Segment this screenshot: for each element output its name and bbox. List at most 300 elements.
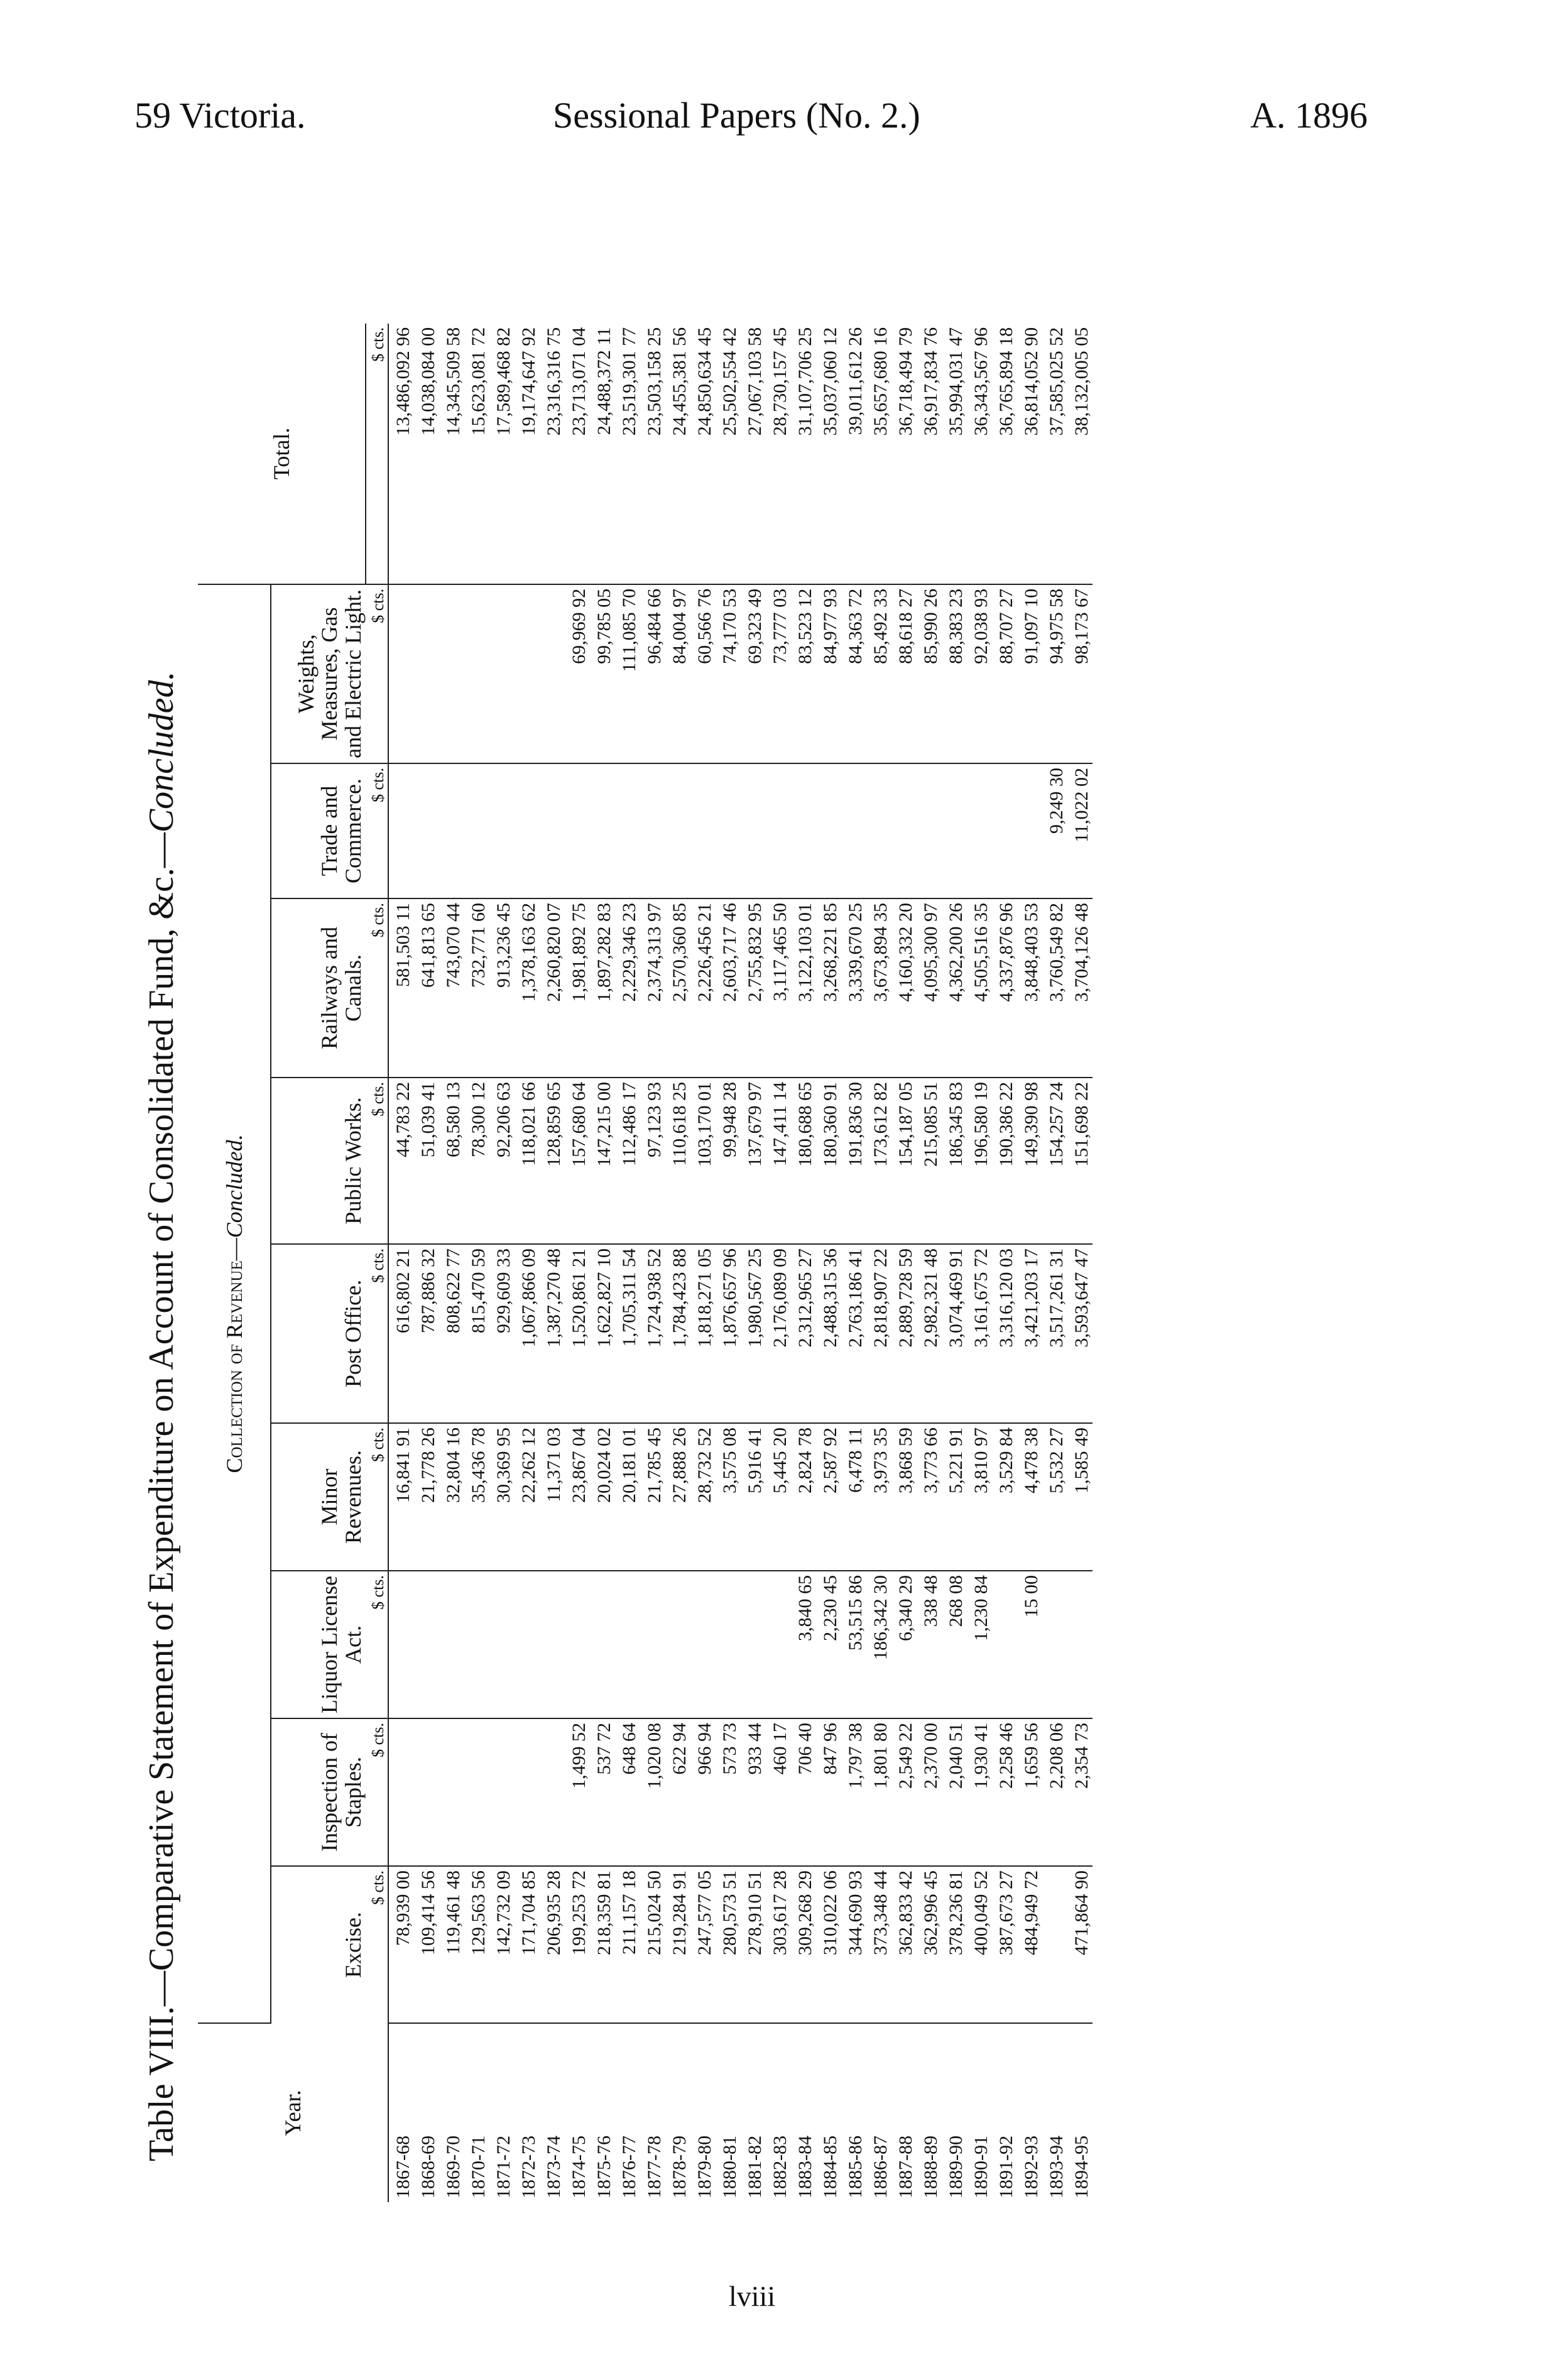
cell-excise: 129,563 56 <box>464 1866 489 2023</box>
cell-weights: 69,969 92 <box>565 584 590 763</box>
cell-total: 27,067,103 58 <box>741 324 766 584</box>
cell-post: 3,161,675 72 <box>967 1244 992 1423</box>
cell-post: 2,982,321 48 <box>917 1244 942 1423</box>
table-row <box>665 324 690 2202</box>
col-liquor: Liquor License Act. <box>271 1571 366 1718</box>
cell-minor: 3,810 97 <box>967 1423 992 1571</box>
cell-minor: 27,888 26 <box>665 1423 690 1571</box>
rotated-table-region <box>129 327 1385 2221</box>
cell-trade: 11,022 02 <box>1067 763 1093 898</box>
cell-railways: 2,755,832 95 <box>741 898 766 1078</box>
unit-label: $ cts. <box>366 1244 388 1423</box>
cell-liquor <box>464 1571 489 1718</box>
cell-trade <box>665 763 690 898</box>
cell-weights <box>414 584 439 763</box>
cell-railways: 3,673,894 35 <box>866 898 891 1078</box>
table-row <box>690 324 716 2202</box>
cell-total: 35,037,060 12 <box>816 324 841 584</box>
table-row <box>489 324 515 2202</box>
cell-post: 1,818,271 05 <box>690 1244 716 1423</box>
expenditure-table <box>198 324 1093 2202</box>
cell-railways: 1,897,282 83 <box>590 898 615 1078</box>
cell-total: 15,623,081 72 <box>464 324 489 584</box>
cell-year: 1875-76 <box>594 2136 614 2198</box>
cell-inspection <box>464 1718 489 1866</box>
cell-public: 173,612 82 <box>866 1078 891 1244</box>
cell-public: 112,486 17 <box>615 1078 640 1244</box>
cell-excise: 199,253 72 <box>565 1866 590 2023</box>
cell-railways: 4,505,516 35 <box>967 898 992 1078</box>
cell-excise <box>1042 1866 1067 2023</box>
unit-label: $ cts. <box>366 898 388 1078</box>
table-row <box>1017 324 1042 2202</box>
col-public: Public Works. <box>271 1078 366 1244</box>
cell-inspection: 2,370 00 <box>917 1718 942 1866</box>
unit-label: $ cts. <box>366 1866 388 2023</box>
cell-railways: 2,229,346 23 <box>615 898 640 1078</box>
cell-excise: 378,236 81 <box>942 1866 967 2023</box>
cell-excise: 484,949 72 <box>1017 1866 1042 2023</box>
cell-public: 137,679 97 <box>741 1078 766 1244</box>
cell-minor: 5,916 41 <box>741 1423 766 1571</box>
cell-year: 1872-73 <box>518 2136 539 2198</box>
cell-post: 815,470 59 <box>464 1244 489 1423</box>
cell-total: 24,455,381 56 <box>665 324 690 584</box>
cell-year: 1879-80 <box>694 2136 715 2198</box>
table-row <box>891 324 917 2202</box>
col-excise: Excise. <box>341 1912 366 1978</box>
cell-weights: 111,085 70 <box>615 584 640 763</box>
cell-railways: 743,070 44 <box>439 898 464 1078</box>
cell-trade <box>464 763 489 898</box>
col-trade: Trade and Commerce. <box>271 763 366 898</box>
cell-year: 1883-84 <box>795 2136 815 2198</box>
cell-weights: 73,777 03 <box>766 584 791 763</box>
cell-total: 37,585,025 52 <box>1042 324 1067 584</box>
cell-railways: 3,760,549 82 <box>1042 898 1067 1078</box>
cell-inspection: 1,797 38 <box>841 1718 866 1866</box>
cell-railways: 3,339,670 25 <box>841 898 866 1078</box>
cell-liquor: 338 48 <box>917 1571 942 1718</box>
cell-weights <box>388 584 414 763</box>
cell-trade <box>565 763 590 898</box>
cell-post: 1,876,657 96 <box>716 1244 741 1423</box>
cell-year: 1890-91 <box>971 2136 991 2198</box>
cell-excise: 400,049 52 <box>967 1866 992 2023</box>
col-post: Post Office. <box>271 1244 366 1423</box>
cell-liquor <box>992 1571 1017 1718</box>
cell-year: 1880-81 <box>719 2136 740 2198</box>
cell-public: 44,783 22 <box>388 1078 414 1244</box>
cell-total: 19,174,647 92 <box>515 324 540 584</box>
cell-railways: 3,704,126 48 <box>1067 898 1093 1078</box>
cell-liquor: 3,840 65 <box>791 1571 816 1718</box>
cell-total: 36,718,494 79 <box>891 324 917 584</box>
cell-total: 23,713,071 04 <box>565 324 590 584</box>
cell-post: 3,517,261 31 <box>1042 1244 1067 1423</box>
cell-post: 2,312,965 27 <box>791 1244 816 1423</box>
unit-label: $ cts. <box>366 1718 388 1866</box>
cell-total: 24,488,372 11 <box>590 324 615 584</box>
cell-liquor <box>1067 1571 1093 1718</box>
cell-minor: 2,824 78 <box>791 1423 816 1571</box>
cell-public: 68,580 13 <box>439 1078 464 1244</box>
cell-year: 1889-90 <box>946 2136 966 2198</box>
cell-minor: 3,529 84 <box>992 1423 1017 1571</box>
cell-railways: 4,362,200 26 <box>942 898 967 1078</box>
cell-weights: 74,170 53 <box>716 584 741 763</box>
cell-year: 1871-72 <box>493 2136 514 2198</box>
cell-railways: 4,160,332 20 <box>891 898 917 1078</box>
cell-public: 149,390 98 <box>1017 1078 1042 1244</box>
cell-minor: 5,532 27 <box>1042 1423 1067 1571</box>
cell-post: 2,763,186 41 <box>841 1244 866 1423</box>
cell-total: 13,486,092 96 <box>388 324 414 584</box>
cell-total: 23,519,301 77 <box>615 324 640 584</box>
cell-railways: 4,095,300 97 <box>917 898 942 1078</box>
cell-public: 157,680 64 <box>565 1078 590 1244</box>
cell-weights: 98,173 67 <box>1067 584 1093 763</box>
cell-trade <box>766 763 791 898</box>
cell-weights <box>489 584 515 763</box>
cell-weights <box>515 584 540 763</box>
cell-minor: 22,262 12 <box>515 1423 540 1571</box>
col-year: Year. <box>198 2023 388 2202</box>
cell-railways: 2,603,717 46 <box>716 898 741 1078</box>
cell-public: 99,948 28 <box>716 1078 741 1244</box>
cell-public: 110,618 25 <box>665 1078 690 1244</box>
cell-trade <box>992 763 1017 898</box>
cell-trade <box>841 763 866 898</box>
cell-inspection: 1,020 08 <box>640 1718 665 1866</box>
cell-minor: 3,575 08 <box>716 1423 741 1571</box>
cell-year: 1893-94 <box>1046 2136 1067 2198</box>
cell-minor: 4,478 38 <box>1017 1423 1042 1571</box>
table-row <box>515 324 540 2202</box>
cell-inspection <box>388 1718 414 1866</box>
cell-minor: 3,973 35 <box>866 1423 891 1571</box>
cell-trade: 9,249 30 <box>1042 763 1067 898</box>
table-row <box>992 324 1017 2202</box>
cell-inspection <box>414 1718 439 1866</box>
cell-public: 186,345 83 <box>942 1078 967 1244</box>
table-row <box>414 324 439 2202</box>
cell-minor: 6,478 11 <box>841 1423 866 1571</box>
cell-weights: 99,785 05 <box>590 584 615 763</box>
cell-total: 36,765,894 18 <box>992 324 1017 584</box>
cell-public: 128,859 65 <box>540 1078 565 1244</box>
cell-weights: 96,484 66 <box>640 584 665 763</box>
cell-inspection: 573 73 <box>716 1718 741 1866</box>
col-total: Total. <box>198 324 366 584</box>
cell-inspection: 933 44 <box>741 1718 766 1866</box>
cell-public: 180,688 65 <box>791 1078 816 1244</box>
cell-public: 196,580 19 <box>967 1078 992 1244</box>
cell-minor: 35,436 78 <box>464 1423 489 1571</box>
cell-post: 1,980,567 25 <box>741 1244 766 1423</box>
cell-weights: 94,975 58 <box>1042 584 1067 763</box>
cell-total: 23,316,316 75 <box>540 324 565 584</box>
cell-minor: 21,778 26 <box>414 1423 439 1571</box>
cell-inspection <box>540 1718 565 1866</box>
cell-year: 1878-79 <box>669 2136 690 2198</box>
cell-excise: 310,022 06 <box>816 1866 841 2023</box>
cell-trade <box>414 763 439 898</box>
cell-total: 24,850,634 45 <box>690 324 716 584</box>
cell-railways: 732,771 60 <box>464 898 489 1078</box>
cell-public: 118,021 66 <box>515 1078 540 1244</box>
cell-post: 2,488,315 36 <box>816 1244 841 1423</box>
cell-post: 808,622 77 <box>439 1244 464 1423</box>
cell-railways: 2,570,360 85 <box>665 898 690 1078</box>
cell-year: 1888-89 <box>920 2136 941 2198</box>
cell-total: 36,343,567 96 <box>967 324 992 584</box>
cell-weights: 69,323 49 <box>741 584 766 763</box>
table-row <box>917 324 942 2202</box>
cell-minor: 21,785 45 <box>640 1423 665 1571</box>
cell-weights: 84,363 72 <box>841 584 866 763</box>
cell-railways: 4,337,876 96 <box>992 898 1017 1078</box>
cell-total: 35,657,680 16 <box>866 324 891 584</box>
cell-minor: 20,024 02 <box>590 1423 615 1571</box>
cell-post: 1,724,938 52 <box>640 1244 665 1423</box>
cell-excise: 211,157 18 <box>615 1866 640 2023</box>
group-header: Collection of Revenue—Concluded. <box>198 584 271 2023</box>
cell-post: 3,074,469 91 <box>942 1244 967 1423</box>
cell-public: 92,206 63 <box>489 1078 515 1244</box>
cell-weights <box>540 584 565 763</box>
table-row <box>841 324 866 2202</box>
cell-inspection: 1,930 41 <box>967 1718 992 1866</box>
cell-post: 3,421,203 17 <box>1017 1244 1042 1423</box>
cell-liquor <box>540 1571 565 1718</box>
table-row <box>590 324 615 2202</box>
cell-trade <box>942 763 967 898</box>
cell-post: 1,784,423 88 <box>665 1244 690 1423</box>
cell-year: 1894-95 <box>1071 2136 1092 2198</box>
cell-excise: 278,910 51 <box>741 1866 766 2023</box>
cell-post: 3,316,120 03 <box>992 1244 1017 1423</box>
cell-minor: 2,587 92 <box>816 1423 841 1571</box>
cell-railways: 2,226,456 21 <box>690 898 716 1078</box>
cell-excise: 119,461 48 <box>439 1866 464 2023</box>
cell-trade <box>489 763 515 898</box>
cell-weights <box>464 584 489 763</box>
cell-post: 929,609 33 <box>489 1244 515 1423</box>
table-row <box>766 324 791 2202</box>
cell-excise: 109,414 56 <box>414 1866 439 2023</box>
header-center: Sessional Papers (No. 2.) <box>553 95 920 136</box>
cell-liquor <box>414 1571 439 1718</box>
cell-inspection: 2,040 51 <box>942 1718 967 1866</box>
table-row <box>615 324 640 2202</box>
cell-public: 78,300 12 <box>464 1078 489 1244</box>
cell-public: 151,698 22 <box>1067 1078 1093 1244</box>
cell-post: 2,889,728 59 <box>891 1244 917 1423</box>
cell-trade <box>1017 763 1042 898</box>
cell-minor: 28,732 52 <box>690 1423 716 1571</box>
cell-public: 154,257 24 <box>1042 1078 1067 1244</box>
unit-label: $ cts. <box>366 324 388 584</box>
cell-post: 2,818,907 22 <box>866 1244 891 1423</box>
cell-minor: 16,841 91 <box>388 1423 414 1571</box>
cell-trade <box>866 763 891 898</box>
cell-year: 1881-82 <box>744 2136 765 2198</box>
cell-inspection: 460 17 <box>766 1718 791 1866</box>
cell-trade <box>439 763 464 898</box>
cell-excise: 215,024 50 <box>640 1866 665 2023</box>
cell-weights: 85,492 33 <box>866 584 891 763</box>
cell-excise: 171,704 85 <box>515 1866 540 2023</box>
cell-total: 17,589,468 82 <box>489 324 515 584</box>
table-row <box>942 324 967 2202</box>
cell-liquor <box>615 1571 640 1718</box>
col-weights: Weights, Measures, Gas and Electric Light. <box>271 584 366 763</box>
cell-public: 190,386 22 <box>992 1078 1017 1244</box>
cell-excise: 303,617 28 <box>766 1866 791 2023</box>
cell-year: 1887-88 <box>895 2136 916 2198</box>
cell-minor: 5,221 91 <box>942 1423 967 1571</box>
cell-weights: 84,977 93 <box>816 584 841 763</box>
cell-public: 51,039 41 <box>414 1078 439 1244</box>
cell-railways: 3,122,103 01 <box>791 898 816 1078</box>
table-row <box>741 324 766 2202</box>
cell-trade <box>640 763 665 898</box>
cell-year: 1885-86 <box>845 2136 866 2198</box>
cell-weights: 85,990 26 <box>917 584 942 763</box>
cell-liquor <box>690 1571 716 1718</box>
cell-inspection: 537 72 <box>590 1718 615 1866</box>
cell-inspection: 966 94 <box>690 1718 716 1866</box>
cell-liquor <box>716 1571 741 1718</box>
cell-total: 36,814,052 90 <box>1017 324 1042 584</box>
col-railways: Railways and Canals. <box>271 898 366 1078</box>
table-row <box>464 324 489 2202</box>
cell-public: 191,836 30 <box>841 1078 866 1244</box>
cell-liquor <box>1042 1571 1067 1718</box>
cell-weights: 60,566 76 <box>690 584 716 763</box>
cell-public: 103,170 01 <box>690 1078 716 1244</box>
cell-minor: 30,369 95 <box>489 1423 515 1571</box>
cell-inspection: 1,659 56 <box>1017 1718 1042 1866</box>
table-title: Table VIII.—Comparative Statement of Expenditure on Account of Consolidated Fund, &c.—Concluded. <box>142 671 181 2161</box>
page-number: lviii <box>729 2280 776 2312</box>
cell-year: 1873-74 <box>543 2136 564 2198</box>
cell-post: 1,387,270 48 <box>540 1244 565 1423</box>
cell-minor: 32,804 16 <box>439 1423 464 1571</box>
cell-liquor: 15 00 <box>1017 1571 1042 1718</box>
cell-railways: 2,374,313 97 <box>640 898 665 1078</box>
cell-year: 1884-85 <box>820 2136 841 2198</box>
cell-trade <box>891 763 917 898</box>
cell-railways: 2,260,820 07 <box>540 898 565 1078</box>
cell-total: 28,730,157 45 <box>766 324 791 584</box>
cell-minor: 20,181 01 <box>615 1423 640 1571</box>
cell-excise: 344,690 93 <box>841 1866 866 2023</box>
table-row <box>540 324 565 2202</box>
cell-year: 1867-68 <box>393 2136 413 2198</box>
cell-liquor: 6,340 29 <box>891 1571 917 1718</box>
cell-year: 1876-77 <box>619 2136 640 2198</box>
cell-public: 180,360 91 <box>816 1078 841 1244</box>
cell-excise: 142,732 09 <box>489 1866 515 2023</box>
cell-railways: 3,848,403 53 <box>1017 898 1042 1078</box>
cell-liquor <box>439 1571 464 1718</box>
cell-excise: 78,939 00 <box>388 1866 414 2023</box>
col-inspection: Inspection of Staples. <box>271 1718 366 1866</box>
unit-label: $ cts. <box>366 1423 388 1571</box>
cell-excise: 206,935 28 <box>540 1866 565 2023</box>
cell-trade <box>816 763 841 898</box>
cell-trade <box>540 763 565 898</box>
cell-trade <box>388 763 414 898</box>
cell-trade <box>615 763 640 898</box>
cell-post: 616,802 21 <box>388 1244 414 1423</box>
cell-weights: 88,383 23 <box>942 584 967 763</box>
cell-liquor <box>489 1571 515 1718</box>
cell-weights: 88,707 27 <box>992 584 1017 763</box>
cell-post: 1,520,861 21 <box>565 1244 590 1423</box>
cell-total: 14,345,509 58 <box>439 324 464 584</box>
cell-inspection <box>515 1718 540 1866</box>
cell-post: 1,067,866 09 <box>515 1244 540 1423</box>
table-row <box>791 324 816 2202</box>
cell-weights <box>439 584 464 763</box>
cell-minor: 11,371 03 <box>540 1423 565 1571</box>
cell-inspection: 2,549 22 <box>891 1718 917 1866</box>
table-row <box>1067 324 1093 2202</box>
cell-inspection: 1,499 52 <box>565 1718 590 1866</box>
table-row <box>388 324 414 2202</box>
cell-year: 1874-75 <box>569 2136 589 2198</box>
cell-public: 97,123 93 <box>640 1078 665 1244</box>
cell-excise: 471,864 90 <box>1067 1866 1093 2023</box>
cell-total: 35,994,031 47 <box>942 324 967 584</box>
cell-total: 36,917,834 76 <box>917 324 942 584</box>
cell-year: 1891-92 <box>996 2136 1017 2198</box>
table-row <box>1042 324 1067 2202</box>
cell-inspection: 2,258 46 <box>992 1718 1017 1866</box>
unit-label: $ cts. <box>366 763 388 898</box>
cell-railways: 1,981,892 75 <box>565 898 590 1078</box>
cell-weights: 84,004 97 <box>665 584 690 763</box>
cell-post: 2,176,089 09 <box>766 1244 791 1423</box>
table-row <box>816 324 841 2202</box>
cell-year: 1877-78 <box>644 2136 665 2198</box>
cell-railways: 581,503 11 <box>388 898 414 1078</box>
cell-minor: 23,867 04 <box>565 1423 590 1571</box>
cell-liquor <box>515 1571 540 1718</box>
cell-public: 154,187 05 <box>891 1078 917 1244</box>
cell-inspection: 1,801 80 <box>866 1718 891 1866</box>
cell-trade <box>967 763 992 898</box>
cell-inspection: 648 64 <box>615 1718 640 1866</box>
cell-inspection: 706 40 <box>791 1718 816 1866</box>
header-left: 59 Victoria. <box>134 95 306 136</box>
cell-post: 3,593,647 47 <box>1067 1244 1093 1423</box>
cell-minor: 1,585 49 <box>1067 1423 1093 1571</box>
cell-trade <box>690 763 716 898</box>
cell-total: 39,011,612 26 <box>841 324 866 584</box>
cell-trade <box>590 763 615 898</box>
table-row <box>967 324 992 2202</box>
cell-excise: 247,577 05 <box>690 1866 716 2023</box>
cell-total: 25,502,554 42 <box>716 324 741 584</box>
cell-public: 215,085 51 <box>917 1078 942 1244</box>
table-row <box>640 324 665 2202</box>
cell-weights: 83,523 12 <box>791 584 816 763</box>
unit-label: $ cts. <box>366 584 388 763</box>
